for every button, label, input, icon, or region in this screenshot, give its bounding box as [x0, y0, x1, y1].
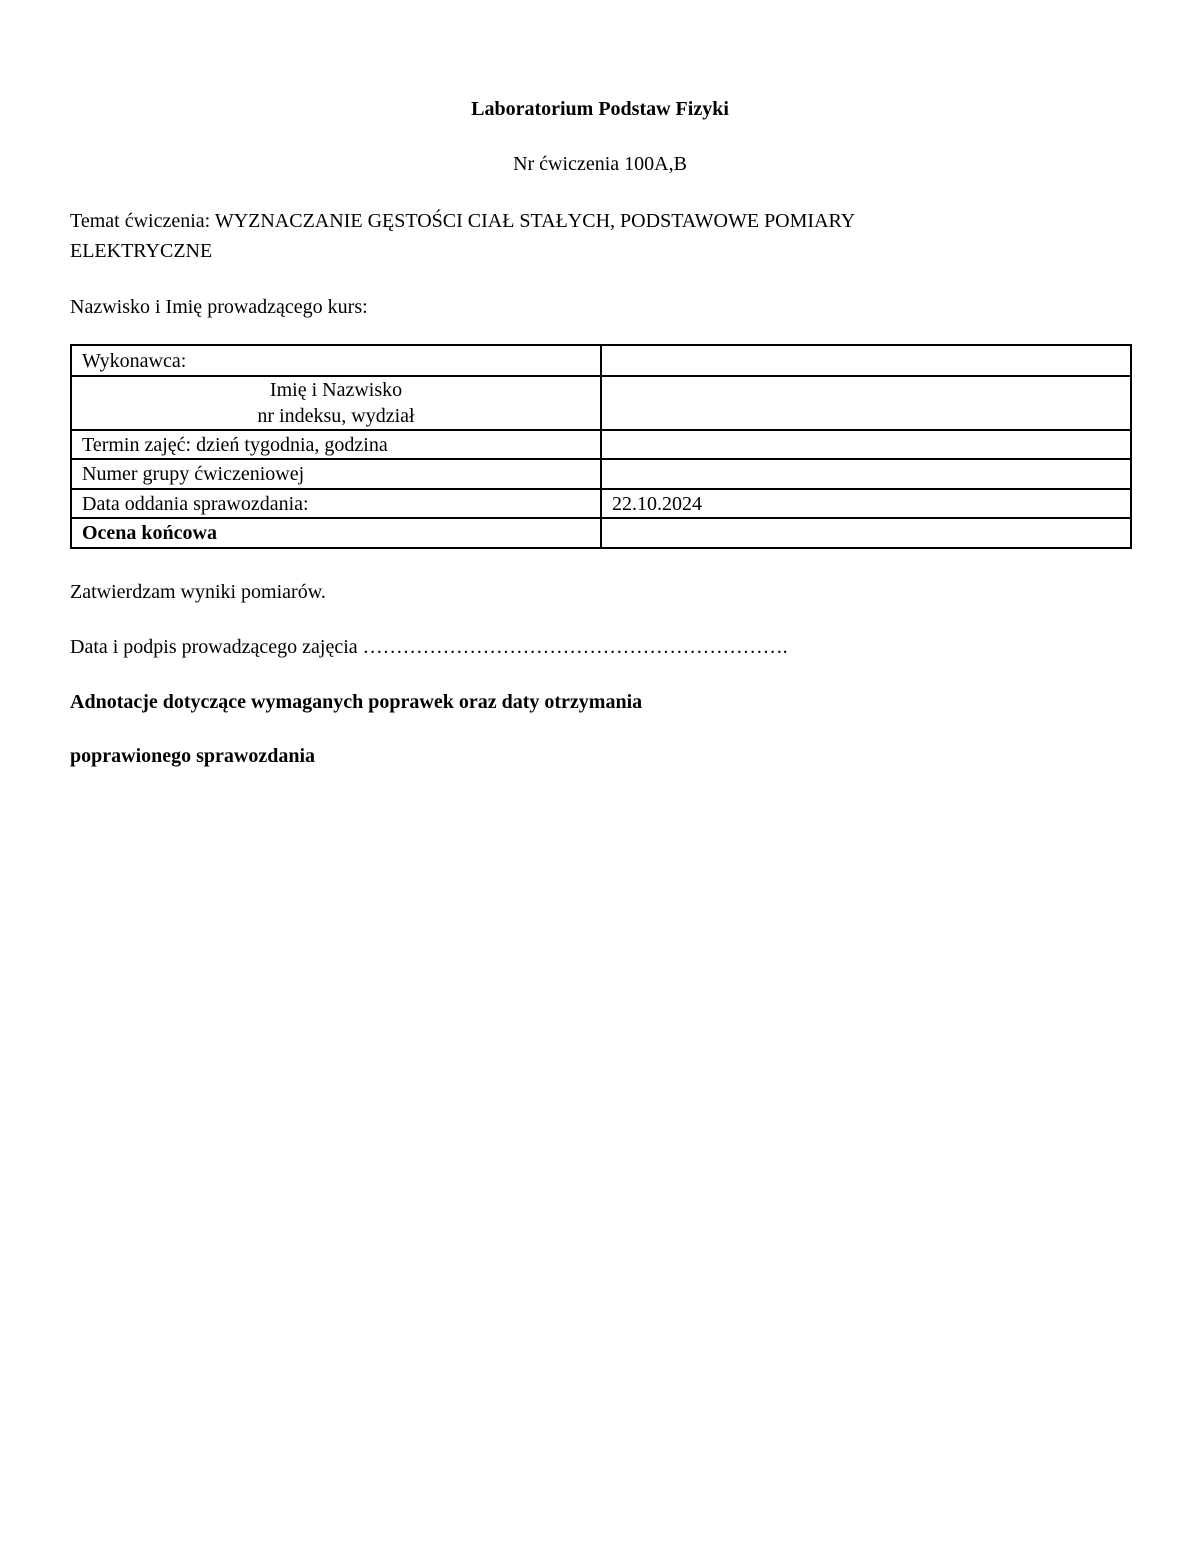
- final-grade-value[interactable]: [601, 518, 1131, 548]
- performer-label: Wykonawca:: [71, 345, 601, 376]
- table-row: [71, 376, 1131, 430]
- name-index-cell: [71, 376, 601, 430]
- submission-date-value[interactable]: 22.10.2024: [601, 489, 1131, 518]
- submission-date-label: Data oddania sprawozdania:: [71, 489, 601, 518]
- instructor-label: Nazwisko i Imię prowadzącego kurs:: [70, 296, 368, 318]
- annotations-heading-line-1: Adnotacje dotyczące wymaganych poprawek oraz daty otrzymania: [70, 691, 643, 713]
- name-label: Imię i Nazwisko: [269, 379, 403, 401]
- annotations-heading-line-2: poprawionego sprawozdania: [70, 745, 316, 767]
- signature-line: Data i podpis prowadzącego zajęcia ……………………………………………………….: [70, 636, 788, 658]
- document-title: Laboratorium Podstaw Fizyki: [471, 98, 729, 120]
- index-faculty-label: nr indeksu, wydział: [257, 405, 415, 427]
- class-term-label: Termin zajęć: dzień tygodnia, godzina: [71, 430, 601, 459]
- group-number-value[interactable]: [601, 459, 1131, 489]
- table-row: [71, 489, 1131, 518]
- table-row: [71, 430, 1131, 459]
- name-index-value[interactable]: [601, 376, 1131, 430]
- report-info-table: [70, 344, 1132, 549]
- table-row: [71, 518, 1131, 548]
- group-number-label: Numer grupy ćwiczeniowej: [71, 459, 601, 489]
- confirmation-text: Zatwierdzam wyniki pomiarów.: [70, 581, 326, 603]
- table-row: [71, 459, 1131, 489]
- table-row: [71, 345, 1131, 376]
- topic-line-2: ELEKTRYCZNE: [70, 240, 213, 262]
- topic-line-1: Temat ćwiczenia: WYZNACZANIE GĘSTOŚCI CIAŁ STAŁYCH, PODSTAWOWE POMIARY: [70, 210, 856, 232]
- class-term-value[interactable]: [601, 430, 1131, 459]
- final-grade-label: Ocena końcowa: [71, 518, 601, 548]
- exercise-number: Nr ćwiczenia 100A,B: [513, 153, 687, 175]
- exercise-topic: [70, 206, 1070, 266]
- performer-value[interactable]: [601, 345, 1131, 376]
